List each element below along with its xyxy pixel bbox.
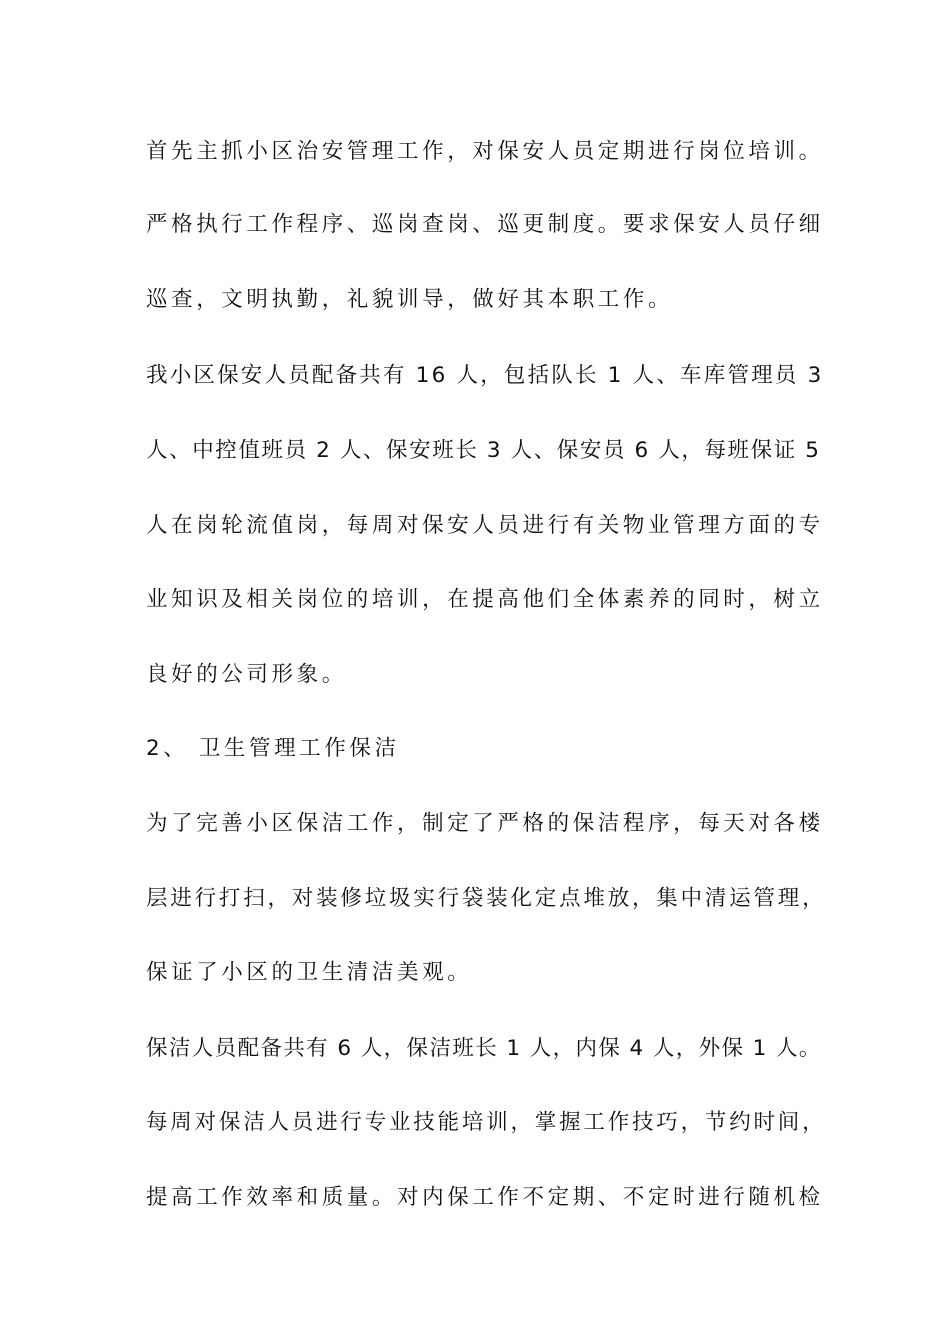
section-heading: 2、 卫生管理工作保洁 — [146, 736, 400, 761]
paragraph-line: 我小区保安人员配备共有 16 人，包括队长 1 人、车库管理员 3 — [146, 363, 824, 388]
paragraph-line: 保洁人员配备共有 6 人，保洁班长 1 人，内保 4 人，外保 1 人。 — [146, 1036, 822, 1061]
paragraph-line: 首先主抓小区治安管理工作，对保安人员定期进行岗位培训。 — [146, 139, 824, 164]
paragraph-line: 每周对保洁人员进行专业技能培训，掌握工作技巧，节约时间， — [146, 1110, 827, 1135]
paragraph-line: 层进行打扫，对装修垃圾实行袋装化定点堆放，集中清运管理， — [146, 886, 827, 911]
paragraph-line: 良好的公司形象。 — [146, 662, 347, 687]
paragraph-line: 人、中控值班员 2 人、保安班长 3 人、保安员 6 人，每班保证 5 — [146, 438, 821, 463]
paragraph-line: 提高工作效率和质量。对内保工作不定期、不定时进行随机检 — [146, 1185, 824, 1210]
paragraph-line: 为了完善小区保洁工作，制定了严格的保洁程序，每天对各楼 — [146, 811, 824, 836]
paragraph-line: 业知识及相关岗位的培训，在提高他们全体素养的同时，树立 — [146, 587, 824, 612]
paragraph-line: 保证了小区的卫生清洁美观。 — [146, 960, 473, 985]
paragraph-line: 人在岗轮流值岗，每周对保安人员进行有关物业管理方面的专 — [146, 513, 824, 538]
paragraph-line: 严格执行工作程序、巡岗查岗、巡更制度。要求保安人员仔细 — [146, 212, 824, 237]
paragraph-line: 巡查，文明执勤，礼貌训导，做好其本职工作。 — [146, 287, 674, 312]
